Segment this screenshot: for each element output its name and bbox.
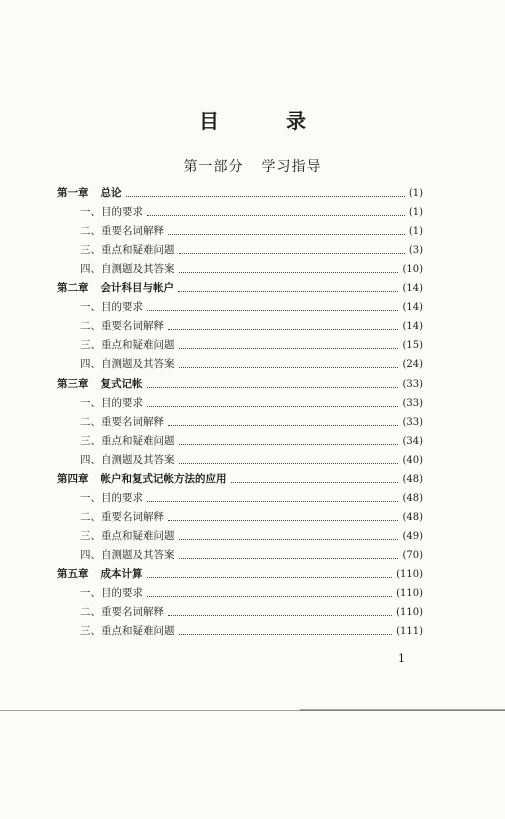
toc-section-row [80, 260, 423, 279]
dot-leader [179, 253, 405, 254]
dot-leader [147, 406, 398, 407]
toc-section-row [80, 241, 423, 260]
part-heading [0, 156, 505, 176]
part-prefix: 第一部分 [183, 159, 244, 175]
dot-leader [147, 501, 398, 502]
toc-entry-number: 三、 [80, 625, 101, 638]
toc-entry-number: 一、 [80, 206, 101, 219]
toc-section-row [80, 584, 423, 603]
toc-entry-number: 二、 [80, 510, 101, 523]
dot-leader [168, 234, 405, 235]
toc-section-row [80, 622, 423, 641]
toc-entry-title: 目的要求 [101, 396, 143, 409]
toc-page-number: (3) [408, 245, 423, 257]
dot-leader [179, 558, 399, 559]
dot-leader [178, 291, 398, 292]
toc-section-row [80, 317, 423, 336]
toc-page-number: (15) [402, 340, 423, 352]
toc-entry-number: 三、 [80, 339, 101, 352]
toc-page-number: (48) [402, 492, 423, 504]
toc-section-row [80, 527, 423, 546]
dot-leader [168, 425, 398, 426]
toc-entry-number: 三、 [80, 529, 101, 542]
dot-leader [231, 482, 399, 483]
toc-page-number: (1) [408, 226, 423, 238]
dot-leader [179, 348, 399, 349]
toc-section-row [80, 508, 423, 527]
toc-entry-number: 三、 [80, 244, 101, 257]
toc-entry-title: 目的要求 [101, 587, 143, 600]
toc-section-row [80, 451, 423, 470]
dot-leader [147, 387, 399, 388]
toc-page-number: (110) [396, 607, 423, 619]
toc-entry-title: 重点和疑难问题 [101, 625, 175, 638]
toc-entry-title: 自测题及其答案 [101, 358, 175, 371]
dot-leader [147, 577, 393, 578]
toc-entry-title: 重要名词解释 [101, 415, 164, 428]
toc-section-row [80, 432, 423, 451]
toc-entry-title: 重要名词解释 [101, 606, 164, 619]
toc-page-number: (33) [402, 416, 423, 428]
toc-section-row [80, 394, 423, 413]
toc-entry-title: 重点和疑难问题 [101, 244, 175, 257]
dot-leader [179, 463, 399, 464]
page-title: 目 录 [199, 109, 336, 133]
toc-entry-number: 四、 [80, 358, 101, 371]
toc-page-number: (24) [402, 359, 423, 371]
dot-leader [168, 329, 398, 330]
toc-entry-number: 一、 [80, 301, 101, 314]
toc-section-row [80, 355, 423, 374]
dot-leader [179, 367, 399, 368]
dot-leader [168, 615, 392, 616]
toc-entry-title: 重点和疑难问题 [101, 529, 175, 542]
toc-chapter-row [57, 184, 423, 203]
toc-chapter-row [57, 375, 423, 394]
toc-page-number: (14) [402, 283, 423, 295]
toc-page-number: (48) [402, 473, 423, 485]
toc-section-row [80, 298, 423, 317]
toc-entry-title: 总论 [100, 187, 122, 199]
toc-section-row [80, 546, 423, 565]
toc-entry-title: 自测题及其答案 [101, 453, 175, 466]
toc-entry-number: 第一章 [57, 187, 89, 199]
part-name: 学习指导 [261, 159, 322, 175]
toc-page-number: (70) [402, 549, 423, 561]
toc-entry-number: 四、 [80, 263, 101, 276]
toc-page-number: (48) [402, 511, 423, 523]
toc-page-number: (14) [402, 321, 423, 333]
dot-leader [168, 520, 398, 521]
toc-entry-title: 重要名词解释 [101, 510, 164, 523]
toc-section-row [80, 203, 423, 222]
toc-section-row [80, 603, 423, 622]
toc-page-number: (110) [396, 588, 423, 600]
toc-entry-title: 帐户和复式记帐方法的应用 [100, 472, 227, 485]
toc-entry-number: 二、 [80, 415, 101, 428]
toc-entry-number: 二、 [80, 225, 101, 238]
toc-entry-title: 成本计算 [100, 568, 143, 580]
toc-entry-title: 自测题及其答案 [101, 263, 175, 276]
toc-entry-number: 一、 [80, 396, 101, 409]
toc-page-number: (33) [402, 397, 423, 409]
toc-entry-number: 二、 [80, 606, 101, 619]
toc-entry-title: 复式记帐 [100, 377, 143, 390]
toc-page-number: (111) [396, 626, 423, 638]
toc-page-number: (14) [402, 302, 423, 314]
toc-entry-number: 四、 [80, 548, 101, 561]
toc-entry-title: 重点和疑难问题 [101, 434, 175, 447]
toc-page-number: (110) [396, 569, 423, 580]
dot-leader [179, 634, 393, 635]
toc-entry-title: 重要名词解释 [101, 320, 164, 333]
dot-leader [147, 215, 405, 216]
toc-entry-number: 第五章 [57, 568, 89, 580]
toc-chapter-row [57, 279, 423, 298]
toc-entry-number: 四、 [80, 453, 101, 466]
toc-page-number: (10) [402, 264, 423, 276]
dot-leader [147, 596, 392, 597]
toc-page-number: (49) [402, 530, 423, 542]
toc-section-row [80, 413, 423, 432]
toc-entry-number: 第三章 [57, 377, 89, 390]
toc-entry-number: 第四章 [57, 472, 89, 485]
toc-page-number: (33) [402, 378, 423, 390]
toc-entry-title: 重要名词解释 [101, 225, 164, 238]
toc-chapter-row [57, 470, 423, 489]
toc-page-number: (1) [408, 188, 423, 199]
toc-entry-title: 目的要求 [101, 491, 143, 504]
toc-page-number: (40) [402, 454, 423, 466]
toc-entry-number: 三、 [80, 434, 101, 447]
toc-section-row [80, 336, 423, 355]
page-number: 1 [398, 652, 405, 665]
dot-leader [126, 196, 405, 197]
toc-section-row [80, 222, 423, 241]
toc-entry-number: 一、 [80, 587, 101, 600]
dot-leader [179, 444, 399, 445]
toc-entry-title: 目的要求 [101, 301, 143, 314]
toc-entry-number: 二、 [80, 320, 101, 333]
toc-section-row [80, 489, 423, 508]
toc-entry-number: 第二章 [57, 282, 89, 295]
toc-chapter-row [57, 565, 423, 584]
dot-leader [179, 272, 399, 273]
toc-entry-title: 重点和疑难问题 [101, 339, 175, 352]
page-edge-shadow [300, 709, 505, 711]
dot-leader [147, 310, 398, 311]
toc-entry-title: 目的要求 [101, 206, 143, 219]
toc-page-number: (1) [408, 207, 423, 219]
dot-leader [179, 539, 399, 540]
toc-entry-title: 自测题及其答案 [101, 548, 175, 561]
toc-entry-number: 一、 [80, 491, 101, 504]
toc-entry-title: 会计科目与帐户 [100, 282, 174, 295]
toc-page-number: (34) [402, 435, 423, 447]
